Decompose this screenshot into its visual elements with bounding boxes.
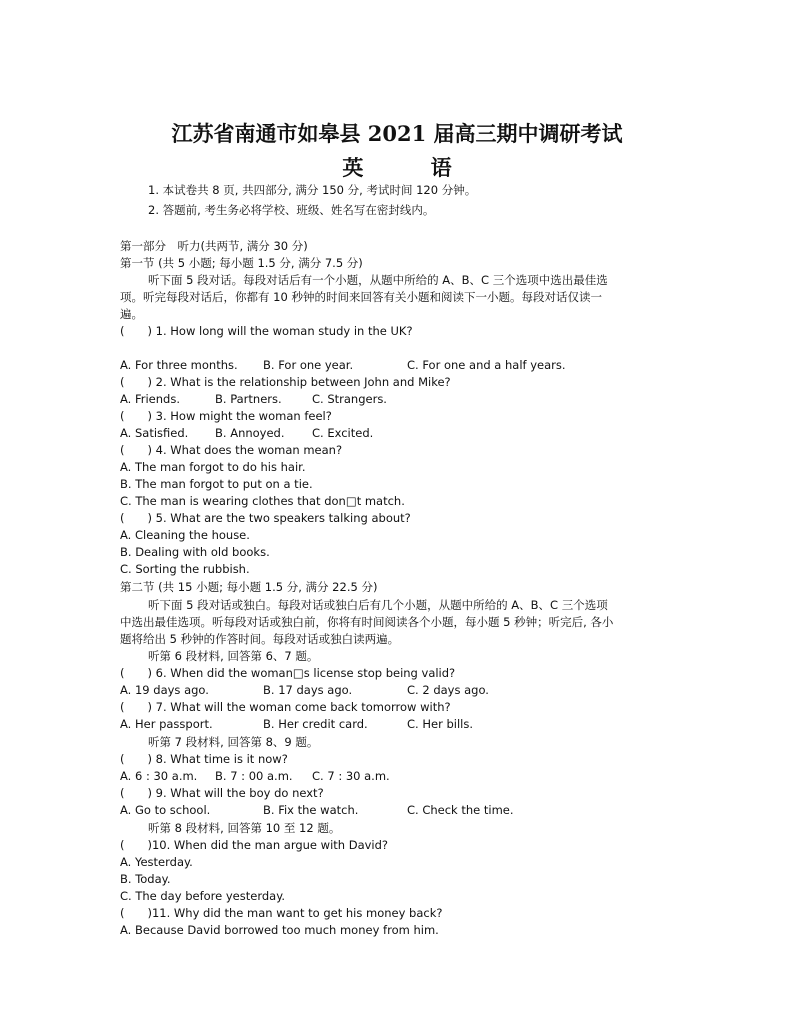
question-stem: ( ) 8. What time is it now? [120, 752, 288, 766]
option-a: A. Her passport. [120, 717, 213, 731]
option-b: B. Annoyed. [215, 426, 285, 440]
section2-instructions-line: 中选出最佳选项。听每段对话或独白前，你将有时间阅读各个小题，每小题 5 秒钟；听完后, 各小 [120, 615, 614, 629]
option-b: B. Partners. [215, 392, 282, 406]
option-b: B. For one year. [263, 358, 354, 372]
option-a: A. Friends. [120, 392, 180, 406]
option-c: C. The man is wearing clothes that don□t match. [120, 494, 405, 508]
section1-instructions-line: 遍。 [120, 307, 143, 321]
section1-instructions-line: 听下面 5 段对话。每段对话后有一个小题，从题中所给的 A、B、C 三个选项中选出最佳选 [148, 273, 608, 287]
option-c: C. Check the time. [407, 803, 514, 817]
question-stem: ( ) 7. What will the woman come back tomorrow with? [120, 700, 451, 714]
question-stem: ( ) 3. How might the woman feel? [120, 409, 332, 423]
option-a: A. Yesterday. [120, 855, 193, 869]
option-b: B. Fix the watch. [263, 803, 359, 817]
question-stem: ( ) 2. What is the relationship between John and Mike? [120, 375, 451, 389]
question-stem: ( ) 9. What will the boy do next? [120, 786, 324, 800]
section2-instructions-line: 题将给出 5 秒钟的作答时间。每段对话或独白读两遍。 [120, 632, 400, 646]
option-b: B. Today. [120, 872, 171, 886]
option-b: B. 7 : 00 a.m. [215, 769, 293, 783]
section1-heading: 第一节 (共 5 小题; 每小题 1.5 分, 满分 7.5 分) [120, 256, 363, 270]
question-stem: ( )10. When did the man argue with David? [120, 838, 389, 852]
exam-title: 江苏省南通市如皋县 2021 届高三期中调研考试 [171, 121, 623, 146]
question-stem: ( ) 5. What are the two speakers talking about? [120, 511, 411, 525]
material-heading: 听第 8 段材料, 回答第 10 至 12 题。 [148, 821, 341, 835]
option-c: C. For one and a half years. [407, 358, 566, 372]
question-stem: ( ) 1. How long will the woman study in the UK? [120, 324, 413, 338]
option-a: A. Satisfied. [120, 426, 189, 440]
material-heading: 听第 6 段材料, 回答第 6、7 题。 [148, 649, 319, 663]
option-b: B. Her credit card. [263, 717, 368, 731]
subject-title: 英 语 [342, 155, 482, 180]
question-stem: ( ) 4. What does the woman mean? [120, 443, 343, 457]
material-heading: 听第 7 段材料, 回答第 8、9 题。 [148, 735, 319, 749]
option-c: C. Excited. [312, 426, 374, 440]
option-a: A. Go to school. [120, 803, 211, 817]
section1-instructions-line: 项。听完每段对话后，你都有 10 秒钟的时间来回答有关小题和阅读下一小题。每段对话仅读一 [120, 290, 602, 304]
section2-heading: 第二节 (共 15 小题; 每小题 1.5 分, 满分 22.5 分) [120, 580, 378, 594]
option-c: C. The day before yesterday. [120, 889, 286, 903]
option-a: A. 19 days ago. [120, 683, 209, 697]
option-a: A. Because David borrowed too much money from him. [120, 923, 439, 937]
exam-note-1: 1. 本试卷共 8 页, 共四部分, 满分 150 分, 考试时间 120 分钟。 [148, 183, 477, 197]
option-c: C. Sorting the rubbish. [120, 562, 250, 576]
option-c: C. Strangers. [312, 392, 387, 406]
part1-heading: 第一部分 听力(共两节, 满分 30 分) [120, 239, 308, 253]
option-c: C. 7 : 30 a.m. [312, 769, 390, 783]
option-a: A. For three months. [120, 358, 238, 372]
option-b: B. 17 days ago. [263, 683, 353, 697]
option-a: A. Cleaning the house. [120, 528, 250, 542]
exam-note-2: 2. 答题前, 考生务必将学校、班级、姓名写在密封线内。 [148, 203, 435, 217]
question-stem: ( ) 6. When did the woman□s license stop being valid? [120, 666, 456, 680]
option-b: B. The man forgot to put on a tie. [120, 477, 313, 491]
section2-instructions-line: 听下面 5 段对话或独白。每段对话或独白后有几个小题，从题中所给的 A、B、C 三个选项 [148, 598, 608, 612]
option-c: C. 2 days ago. [407, 683, 489, 697]
option-a: A. 6 : 30 a.m. [120, 769, 198, 783]
question-stem: ( )11. Why did the man want to get his money back? [120, 906, 443, 920]
option-a: A. The man forgot to do his hair. [120, 460, 306, 474]
option-b: B. Dealing with old books. [120, 545, 270, 559]
option-c: C. Her bills. [407, 717, 473, 731]
